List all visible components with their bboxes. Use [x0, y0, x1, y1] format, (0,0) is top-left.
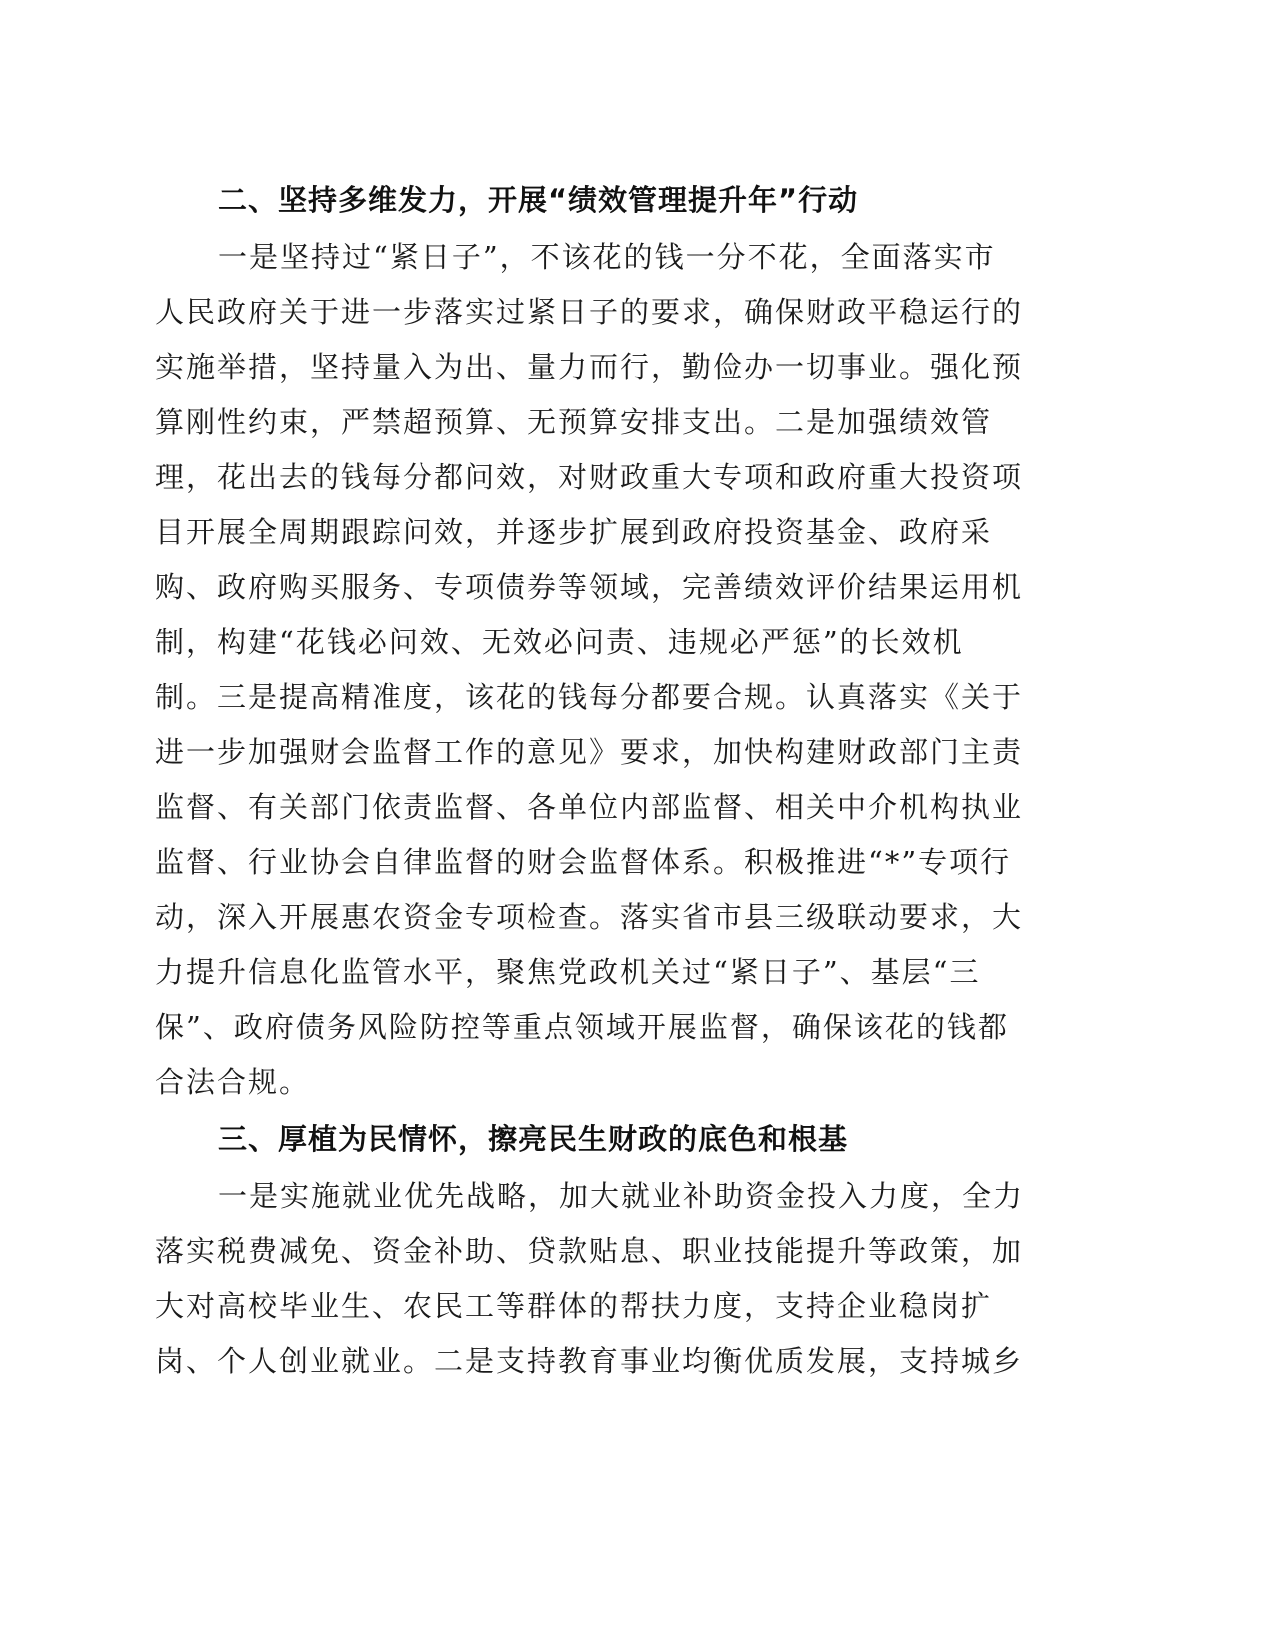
paragraph-line: 监督、有关部门依责监督、各单位内部监督、相关中介机构执业	[155, 790, 1024, 824]
paragraph-line: 人民政府关于进一步落实过紧日子的要求，确保财政平稳运行的	[155, 295, 1024, 329]
paragraph-line: 岗、个人创业就业。二是支持教育事业均衡优质发展，支持城乡	[155, 1344, 1024, 1378]
paragraph-line: 大对高校毕业生、农民工等群体的帮扶力度，支持企业稳岗扩	[155, 1289, 993, 1323]
section-3-heading: 三、厚植为民情怀，擦亮民生财政的底色和根基	[218, 1122, 849, 1156]
paragraph-line: 动，深入开展惠农资金专项检查。落实省市县三级联动要求，大	[155, 900, 1024, 934]
paragraph-line: 理，花出去的钱每分都问效，对财政重大专项和政府重大投资项	[155, 460, 1024, 494]
paragraph-line: 算刚性约束，严禁超预算、无预算安排支出。二是加强绩效管	[155, 405, 993, 439]
paragraph-line: 制，构建“花钱必问效、无效必问责、违规必严惩”的长效机	[155, 625, 964, 659]
section-2-heading: 二、坚持多维发力，开展“绩效管理提升年”行动	[218, 183, 859, 217]
paragraph-line: 实施举措，坚持量入为出、量力而行，勤俭办一切事业。强化预	[155, 350, 1024, 384]
paragraph-line: 落实税费减免、资金补助、贷款贴息、职业技能提升等政策，加	[155, 1234, 1024, 1268]
paragraph-line: 合法合规。	[155, 1065, 311, 1099]
paragraph-line: 一是坚持过“紧日子”，不该花的钱一分不花，全面落实市	[218, 240, 996, 274]
paragraph-line: 保”、政府债务风险防控等重点领域开展监督，确保该花的钱都	[155, 1010, 1009, 1044]
paragraph-line: 一是实施就业优先战略，加大就业补助资金投入力度，全力	[218, 1179, 1025, 1213]
paragraph-line: 监督、行业协会自律监督的财会监督体系。积极推进“*”专项行	[155, 845, 1012, 879]
paragraph-line: 力提升信息化监管水平，聚焦党政机关过“紧日子”、基层“三	[155, 955, 981, 989]
paragraph-line: 进一步加强财会监督工作的意见》要求，加快构建财政部门主责	[155, 735, 1024, 769]
paragraph-line: 制。三是提高精准度，该花的钱每分都要合规。认真落实《关于	[155, 680, 1024, 714]
paragraph-line: 目开展全周期跟踪问效，并逐步扩展到政府投资基金、政府采	[155, 515, 993, 549]
paragraph-line: 购、政府购买服务、专项债券等领域，完善绩效评价结果运用机	[155, 570, 1024, 604]
